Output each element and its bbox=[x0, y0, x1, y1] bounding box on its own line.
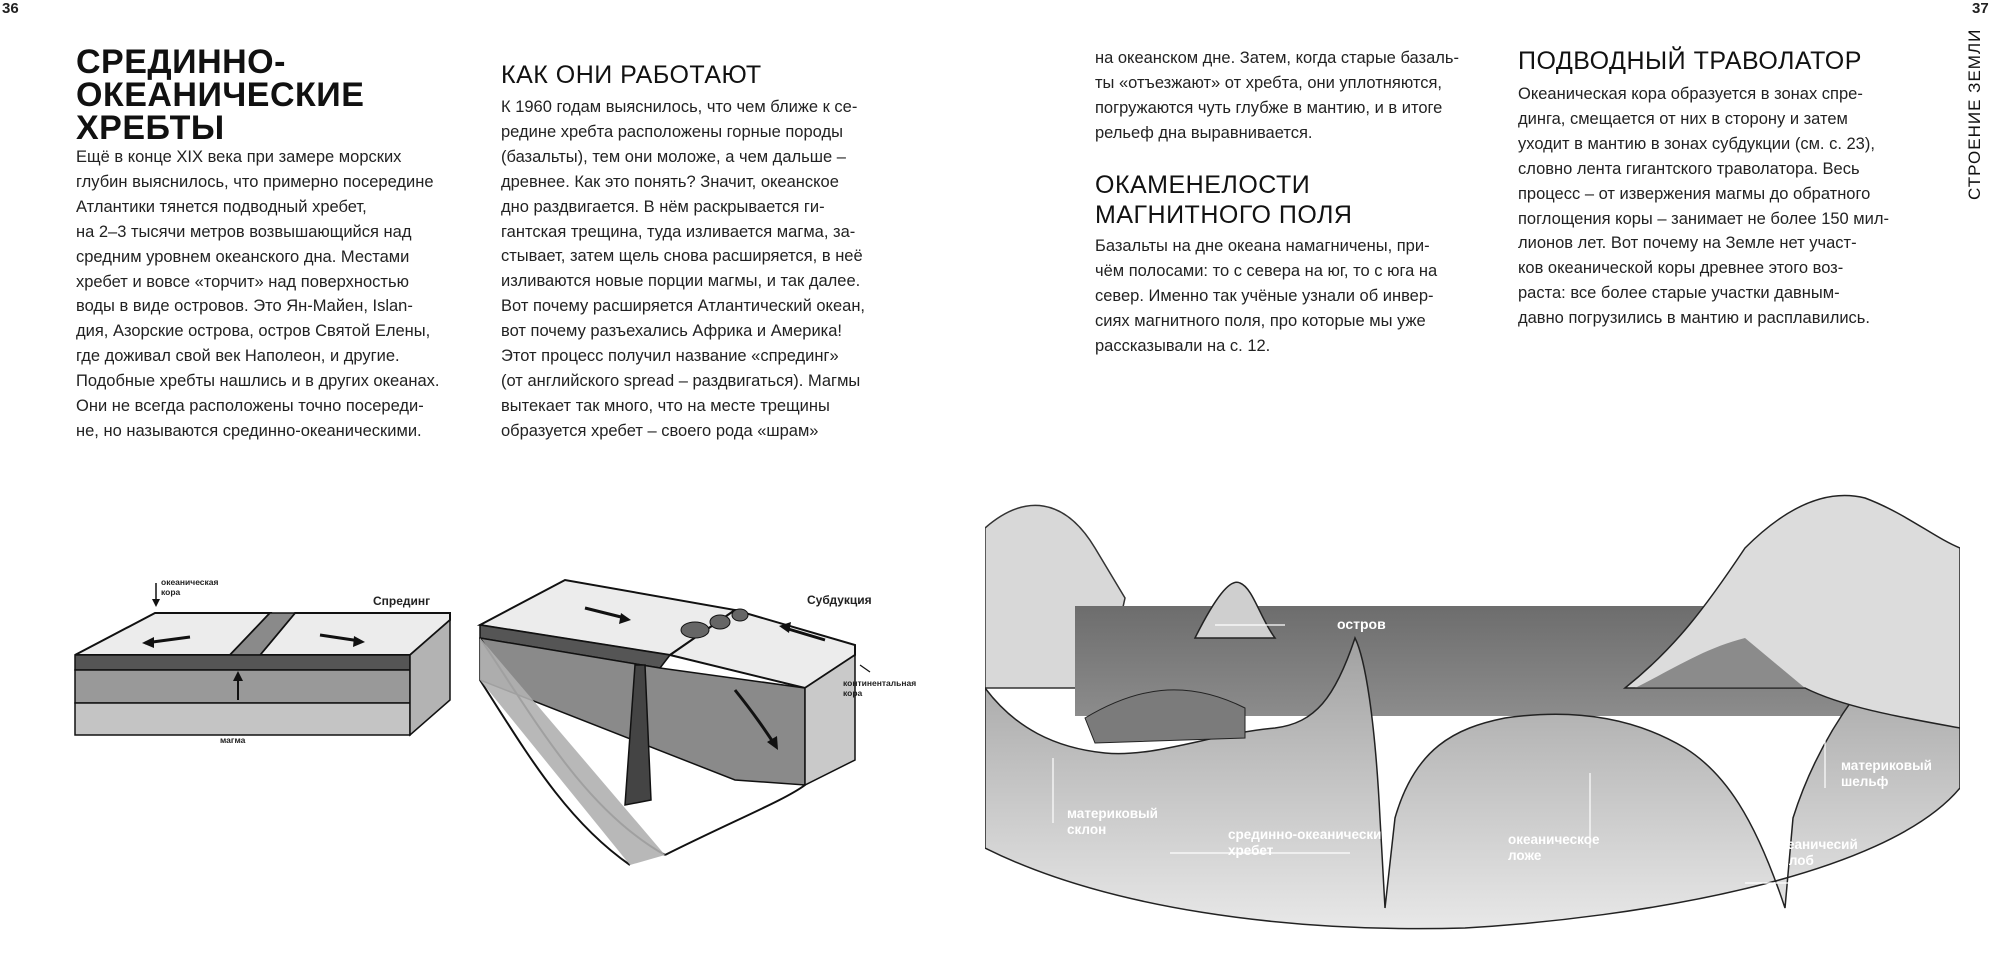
intro-text: Ещё в конце XIX века при замере морских глубин выяснилось, что примерно посередине Атлантики тянется подводный хребет, на 2–3 тысячи метров возвышающийся над средним уровнем океанского дна. Местами хребет и вовсе «торчит» над поверхностью воды в виде островов. Это Ян-Майен, Islan- дия, Азорские острова, остров Святой Елены, где доживал свой век Наполеон, и другие. Подобные хребты нашлись и в других океанах. Они не всегда расположены точно посереди- не, но называются срединно-океаническими. bbox=[76, 148, 440, 440]
heading-magnetic-fossils: ОКАМЕНЕЛОСТИ МАГНИТНОГО ПОЛЯ bbox=[1095, 171, 1353, 229]
label-ocean-floor: океаническое ложе bbox=[1508, 832, 1600, 863]
subduction-volcano-1 bbox=[681, 622, 709, 638]
magnetic-fossils-text: Базальты на дне океана намагничены, при- чём полосами: то с севера на юг, то с юга на север. Именно так учёные узнали об инвер- сиях магнитного поля, про которые мы уже рассказывали на с. 12. bbox=[1095, 237, 1438, 355]
subduction-title: Субдукция bbox=[807, 593, 872, 607]
subduction-diagram bbox=[475, 570, 935, 870]
page-number-right: 37 bbox=[1972, 0, 1989, 17]
label-continental-shelf: материковый шельф bbox=[1841, 758, 1932, 789]
label-continental-slope: материковый склон bbox=[1067, 806, 1158, 837]
ocean-floor-illustration bbox=[985, 488, 1960, 938]
spreading-diagram bbox=[70, 575, 460, 765]
spreading-label-magma: магма bbox=[220, 735, 246, 745]
label-mid-ocean-ridge: срединно-океанический хребет bbox=[1228, 827, 1390, 858]
spreading-title: Спрединг bbox=[373, 594, 431, 608]
continued-text: на океанском дне. Затем, когда старые базаль- ты «отъезжают» от хребта, они уплотняются, погружаются чуть глубже в мантию, и в итоге рельеф дна выравнивается. bbox=[1095, 49, 1459, 142]
section-label-vertical: СТРОЕНИЕ ЗЕМЛИ bbox=[1965, 28, 1984, 200]
spreading-label-crust: океаническая кора bbox=[161, 577, 219, 597]
spreading-crust-layer bbox=[75, 655, 410, 670]
page-number-left: 36 bbox=[2, 0, 19, 17]
subduction-crust-pointer bbox=[860, 665, 870, 672]
spreading-mantle-layer bbox=[75, 670, 410, 703]
label-island: остров bbox=[1337, 616, 1386, 632]
subduction-volcano-3 bbox=[732, 609, 748, 621]
subduction-label-crust: континентальная кора bbox=[843, 678, 917, 698]
article-title: СРЕДИННО- ОКЕАНИЧЕСКИЕ ХРЕБТЫ bbox=[76, 43, 365, 147]
travelator-text: Океаническая кора образуется в зонах спре- динга, смещается от них в сторону и затем уходит в мантию в зонах субдукции (см. с. 23), словно лента гигантского траволатора. Весь процесс – от извержения магмы до обратного поглощения коры – занимает не более 150 мил- лионов лет. Вот почему на Земле нет участ- ков океанической коры древнее этого воз- раста: все более старые участки давным- давно погрузились в мантию и расплавились. bbox=[1518, 85, 1889, 328]
subduction-deep-boundary bbox=[665, 785, 805, 855]
how-they-work-text: К 1960 годам выяснилось, что чем ближе к се- редине хребта расположены горные породы (базальты), тем они моложе, а чем дальше – древнее. Как это понять? Значит, океанское дно раздвигается. В нём раскрывается ги- гантская трещина, туда изливается магма, за- стывает, затем щель снова расширяется, в неё изливаются новые порции магмы, и так далее. Вот почему расширяется Атлантический океан, вот почему разъехались Африка и Америка! Этот процесс получил название «спрединг» (от английского spread – раздвигаться). Магмы вытекает так много, что на месте трещины образуется хребет – своего рода «шрам» bbox=[501, 98, 866, 440]
heading-underwater-travelator: ПОДВОДНЫЙ ТРАВОЛАТОР bbox=[1518, 47, 1862, 75]
spreading-lower-layer bbox=[75, 703, 410, 735]
label-ocean-trench: океаничесий желоб bbox=[1772, 837, 1858, 868]
heading-how-they-work: КАК ОНИ РАБОТАЮТ bbox=[501, 61, 762, 89]
subduction-volcano-2 bbox=[710, 615, 730, 629]
spreading-crust-pointer-head bbox=[152, 599, 160, 607]
